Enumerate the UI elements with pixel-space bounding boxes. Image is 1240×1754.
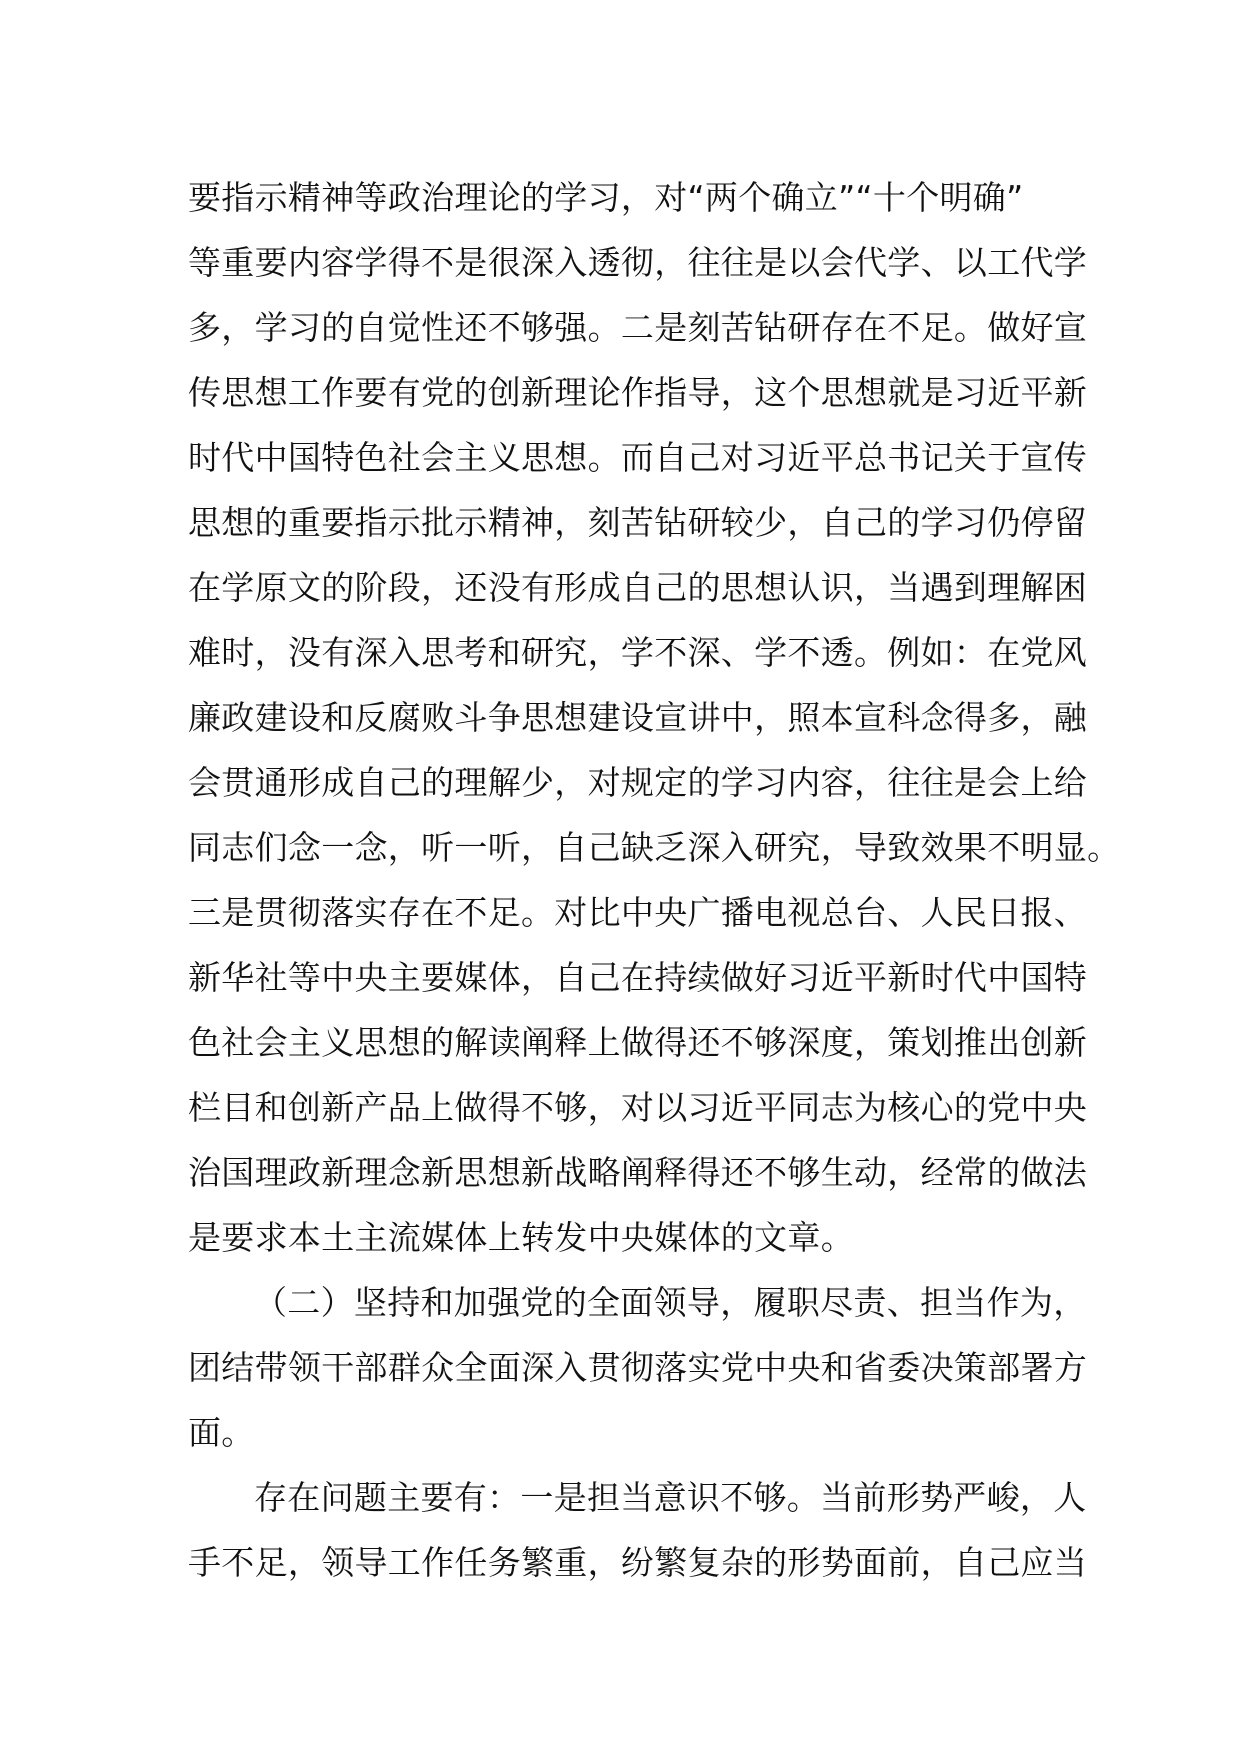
text-line: 传思想工作要有党的创新理论作指导，这个思想就是习近平新 xyxy=(188,373,1088,412)
text-line: （二）坚持和加强党的全面领导，履职尽责、担当作为， xyxy=(254,1283,1087,1322)
paragraph-1 xyxy=(188,165,1121,1270)
text-line: 思想的重要指示批示精神，刻苦钻研较少，自己的学习仍停留 xyxy=(188,503,1088,542)
text-line: 团结带领干部群众全面深入贯彻落实党中央和省委决策部署方 xyxy=(188,1348,1088,1387)
text-line: 多，学习的自觉性还不够强。二是刻苦钻研存在不足。做好宣 xyxy=(188,308,1088,347)
text-line: 色社会主义思想的解读阐释上做得还不够深度，策划推出创新 xyxy=(188,1023,1088,1062)
text-line: 会贯通形成自己的理解少，对规定的学习内容，往往是会上给 xyxy=(188,763,1088,802)
text-line: 三是贯彻落实存在不足。对比中央广播电视总台、人民日报、 xyxy=(188,893,1088,932)
text-line: 要指示精神等政治理论的学习，对“两个确立”“十个明确” xyxy=(188,178,1024,217)
text-line: 在学原文的阶段，还没有形成自己的思想认识，当遇到理解困 xyxy=(188,568,1088,607)
text-line: 难时，没有深入思考和研究，学不深、学不透。例如：在党风 xyxy=(188,633,1088,672)
text-line: 手不足，领导工作任务繁重，纷繁复杂的形势面前，自己应当 xyxy=(188,1543,1088,1582)
paragraph-3 xyxy=(188,1465,1088,1595)
text-line: 时代中国特色社会主义思想。而自己对习近平总书记关于宣传 xyxy=(188,438,1088,477)
document-body xyxy=(188,165,1121,1595)
text-line: 面。 xyxy=(188,1413,255,1452)
text-line: 新华社等中央主要媒体，自己在持续做好习近平新时代中国特 xyxy=(188,958,1088,997)
text-line: 廉政建设和反腐败斗争思想建设宣讲中，照本宣科念得多，融 xyxy=(188,698,1088,737)
text-line: 同志们念一念，听一听，自己缺乏深入研究，导致效果不明显。 xyxy=(188,828,1121,867)
text-line: 治国理政新理念新思想新战略阐释得还不够生动，经常的做法 xyxy=(188,1153,1088,1192)
text-line: 等重要内容学得不是很深入透彻，往往是以会代学、以工代学 xyxy=(188,243,1088,282)
text-line: 栏目和创新产品上做得不够，对以习近平同志为核心的党中央 xyxy=(188,1088,1088,1127)
text-line: 存在问题主要有：一是担当意识不够。当前形势严峻，人 xyxy=(254,1478,1087,1517)
paragraph-2-section-heading xyxy=(188,1270,1088,1465)
text-line: 是要求本土主流媒体上转发中央媒体的文章。 xyxy=(188,1218,854,1257)
